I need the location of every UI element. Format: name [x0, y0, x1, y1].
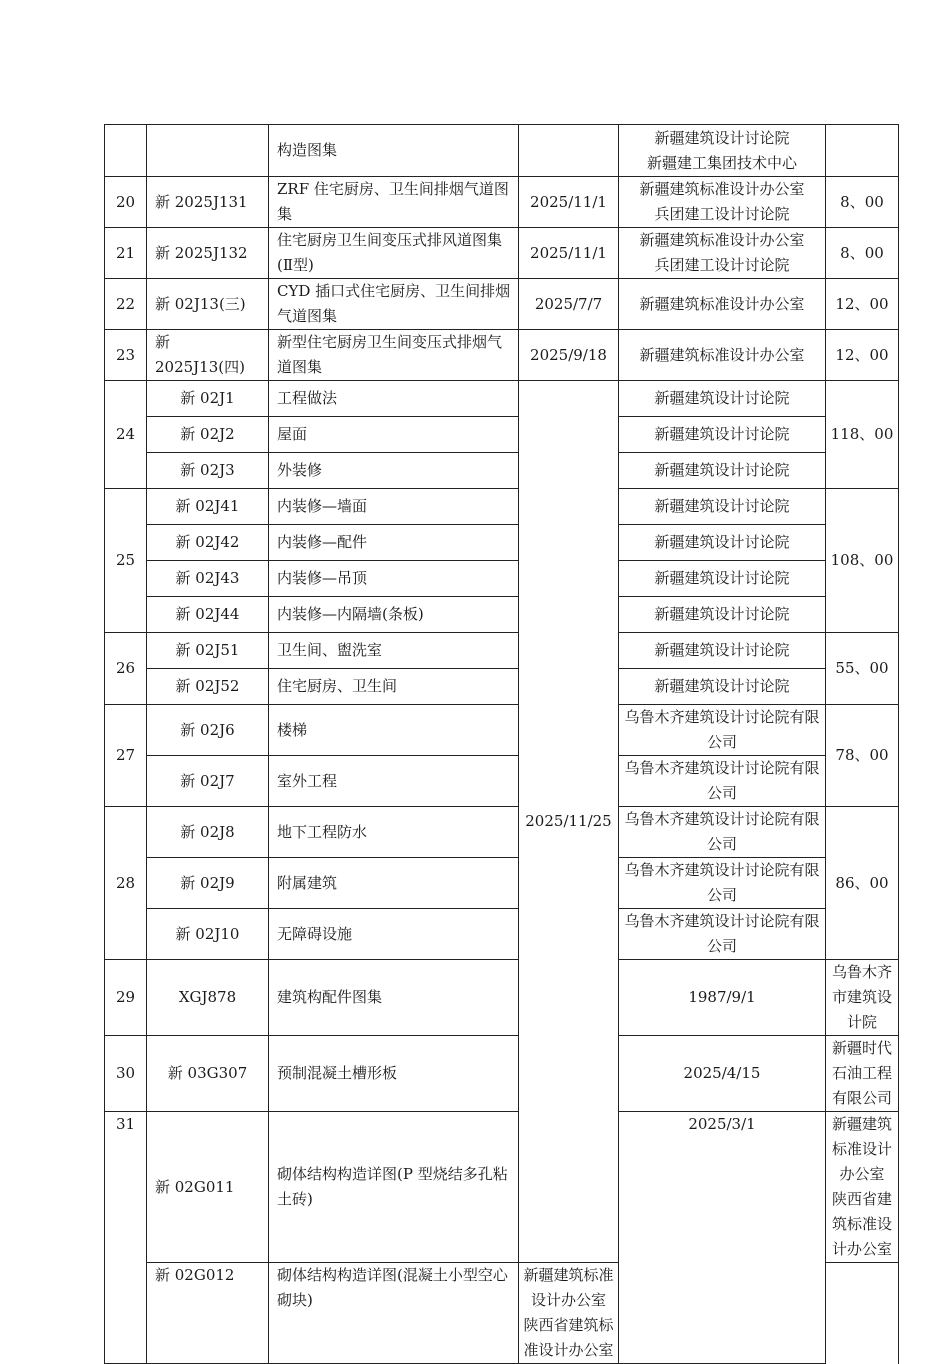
atlas-code: 新 02G012 — [147, 1263, 269, 1364]
compiling-org: 新疆建筑设计讨论院 — [619, 489, 826, 525]
issue-date: 2025/11/1 — [519, 177, 619, 228]
compiling-org — [619, 228, 826, 279]
atlas-code: 新 2025J13(四) — [147, 330, 269, 381]
atlas-name: 预制混凝土槽形板 — [269, 1036, 519, 1112]
org-line: 新疆建工集团技术中心 — [646, 153, 797, 172]
price: 86、00 — [826, 807, 899, 960]
issue-date: 2025/4/15 — [619, 1036, 826, 1112]
org-line: 新疆建筑标准设计办公室 — [523, 1266, 614, 1309]
row-number: 22 — [105, 279, 147, 330]
row-number: 27 — [105, 705, 147, 807]
compiling-org — [619, 177, 826, 228]
atlas-name: CYD 插口式住宅厨房、卫生间排烟气道图集 — [269, 279, 519, 330]
row-number: 31 — [105, 1112, 147, 1364]
atlas-name: 屋面 — [269, 417, 519, 453]
atlas-name: 外装修 — [269, 453, 519, 489]
row-number — [105, 125, 147, 177]
atlas-name: 室外工程 — [269, 756, 519, 807]
table-row — [105, 1112, 899, 1263]
atlas-code: 新 02J3 — [147, 453, 269, 489]
atlas-name: 内装修—配件 — [269, 525, 519, 561]
atlas-code: 新 02J41 — [147, 489, 269, 525]
compiling-org: 新疆建筑设计讨论院 — [619, 561, 826, 597]
table-row — [105, 561, 899, 597]
price: 108、00 — [826, 489, 899, 633]
org-line: 陕西省建筑标准设计办公室 — [523, 1316, 614, 1359]
atlas-name: 新型住宅厨房卫生间变压式排烟气道图集 — [269, 330, 519, 381]
table-row — [105, 525, 899, 561]
org-line: 兵团建工设计讨论院 — [654, 256, 790, 274]
row-number: 21 — [105, 228, 147, 279]
compiling-org: 乌鲁木齐建筑设计讨论院有限公司 — [619, 807, 826, 858]
atlas-code: 新 02J7 — [147, 756, 269, 807]
table-row — [105, 960, 899, 1036]
row-number: 23 — [105, 330, 147, 381]
compiling-org: 乌鲁木齐建筑设计讨论院有限公司 — [619, 858, 826, 909]
atlas-code: 新 02J1 — [147, 381, 269, 417]
row-number: 29 — [105, 960, 147, 1036]
atlas-name: ZRF 住宅厨房、卫生间排烟气道图集 — [269, 177, 519, 228]
price: 118、00 — [826, 381, 899, 489]
row-number: 20 — [105, 177, 147, 228]
atlas-name: 住宅厨房、卫生间 — [269, 669, 519, 705]
atlas-name: 楼梯 — [269, 705, 519, 756]
compiling-org: 乌鲁木齐建筑设计讨论院有限公司 — [619, 705, 826, 756]
org-line: 新疆建筑标准设计办公室 — [831, 1115, 892, 1183]
issue-date: 1987/9/1 — [619, 960, 826, 1036]
atlas-name: 建筑构配件图集 — [269, 960, 519, 1036]
table-row — [105, 489, 899, 525]
atlas-name: 砌体结构构造详图(混凝土小型空心砌块) — [269, 1263, 519, 1364]
table-row — [105, 125, 899, 177]
table-row — [105, 756, 899, 807]
atlas-code: 新 02J9 — [147, 858, 269, 909]
compiling-org — [519, 1263, 619, 1364]
compiling-org: 新疆建筑设计讨论院 — [619, 381, 826, 417]
table-row — [105, 633, 899, 669]
atlas-code: 新 02J6 — [147, 705, 269, 756]
atlas-name: 构造图集 — [269, 125, 519, 177]
table-row — [105, 177, 899, 228]
atlas-name: 工程做法 — [269, 381, 519, 417]
compiling-org: 新疆建筑设计讨论院 — [619, 597, 826, 633]
atlas-name: 无障碍设施 — [269, 909, 519, 960]
compiling-org: 新疆建筑标准设计办公室 — [619, 279, 826, 330]
compiling-org — [619, 125, 826, 177]
table-row — [105, 228, 899, 279]
row-number: 24 — [105, 381, 147, 489]
compiling-org: 新疆建筑设计讨论院 — [619, 453, 826, 489]
table-row — [105, 705, 899, 756]
atlas-code: XGJ878 — [147, 960, 269, 1036]
org-line: 新疆建筑设计讨论院 — [654, 128, 790, 147]
row-number: 28 — [105, 807, 147, 960]
atlas-code: 新 02J10 — [147, 909, 269, 960]
compiling-org: 新疆建筑设计讨论院 — [619, 633, 826, 669]
compiling-org: 新疆时代石油工程有限公司 — [826, 1036, 899, 1112]
atlas-code: 新 02J52 — [147, 669, 269, 705]
price: 8、00 — [826, 228, 899, 279]
table-row — [105, 279, 899, 330]
compiling-org — [826, 1112, 899, 1263]
table-row — [105, 597, 899, 633]
atlas-name: 住宅厨房卫生间变压式排风道图集(Ⅱ型) — [269, 228, 519, 279]
table-row — [105, 330, 899, 381]
compiling-org: 新疆建筑标准设计办公室 — [619, 330, 826, 381]
atlas-code: 新 2025J131 — [147, 177, 269, 228]
atlas-code: 新 02G011 — [147, 1112, 269, 1263]
atlas-code: 新 02J13(三) — [147, 279, 269, 330]
atlas-name: 内装修—吊顶 — [269, 561, 519, 597]
compiling-org: 乌鲁木齐市建筑设计院 — [826, 960, 899, 1036]
compiling-org: 乌鲁木齐建筑设计讨论院有限公司 — [619, 909, 826, 960]
atlas-code — [147, 125, 269, 177]
table-row — [105, 417, 899, 453]
row-number: 26 — [105, 633, 147, 705]
atlas-code: 新 03G307 — [147, 1036, 269, 1112]
issue-date: 2025/3/1 — [619, 1112, 826, 1364]
issue-date — [519, 125, 619, 177]
compiling-org: 新疆建筑设计讨论院 — [619, 669, 826, 705]
table-row — [105, 381, 899, 417]
issue-date: 2025/11/1 — [519, 228, 619, 279]
row-number: 25 — [105, 489, 147, 633]
table-row — [105, 858, 899, 909]
table-row — [105, 453, 899, 489]
atlas-name: 地下工程防水 — [269, 807, 519, 858]
row-number: 30 — [105, 1036, 147, 1112]
atlas-code: 新 02J42 — [147, 525, 269, 561]
price: 8、00 — [826, 177, 899, 228]
atlas-name: 卫生间、盥洗室 — [269, 633, 519, 669]
atlas-code: 新 02J43 — [147, 561, 269, 597]
standards-catalog-table — [104, 124, 899, 1364]
compiling-org: 新疆建筑设计讨论院 — [619, 417, 826, 453]
table-row — [105, 669, 899, 705]
org-line: 陕西省建筑标准设计办公室 — [831, 1190, 892, 1258]
price: 12、00 — [826, 279, 899, 330]
org-line: 兵团建工设计讨论院 — [654, 205, 790, 223]
price: 12、00 — [826, 330, 899, 381]
price: 78、00 — [826, 705, 899, 807]
compiling-org: 新疆建筑设计讨论院 — [619, 525, 826, 561]
issue-date: 2025/9/18 — [519, 330, 619, 381]
org-line: 新疆建筑标准设计办公室 — [639, 231, 805, 249]
atlas-code: 新 02J44 — [147, 597, 269, 633]
compiling-org: 乌鲁木齐建筑设计讨论院有限公司 — [619, 756, 826, 807]
atlas-code: 新 2025J132 — [147, 228, 269, 279]
table-row — [105, 807, 899, 858]
atlas-code: 新 02J8 — [147, 807, 269, 858]
issue-date: 2025/7/7 — [519, 279, 619, 330]
atlas-code: 新 02J51 — [147, 633, 269, 669]
price — [826, 125, 899, 177]
org-line: 新疆建筑标准设计办公室 — [639, 180, 805, 198]
price: 55、00 — [826, 633, 899, 705]
atlas-name: 内装修—内隔墙(条板) — [269, 597, 519, 633]
issue-date: 2025/11/25 — [519, 381, 619, 1263]
atlas-name: 砌体结构构造详图(P 型烧结多孔粘土砖) — [269, 1112, 519, 1263]
atlas-code: 新 02J2 — [147, 417, 269, 453]
table-row — [105, 909, 899, 960]
table-row — [105, 1036, 899, 1112]
atlas-name: 附属建筑 — [269, 858, 519, 909]
atlas-name: 内装修—墙面 — [269, 489, 519, 525]
